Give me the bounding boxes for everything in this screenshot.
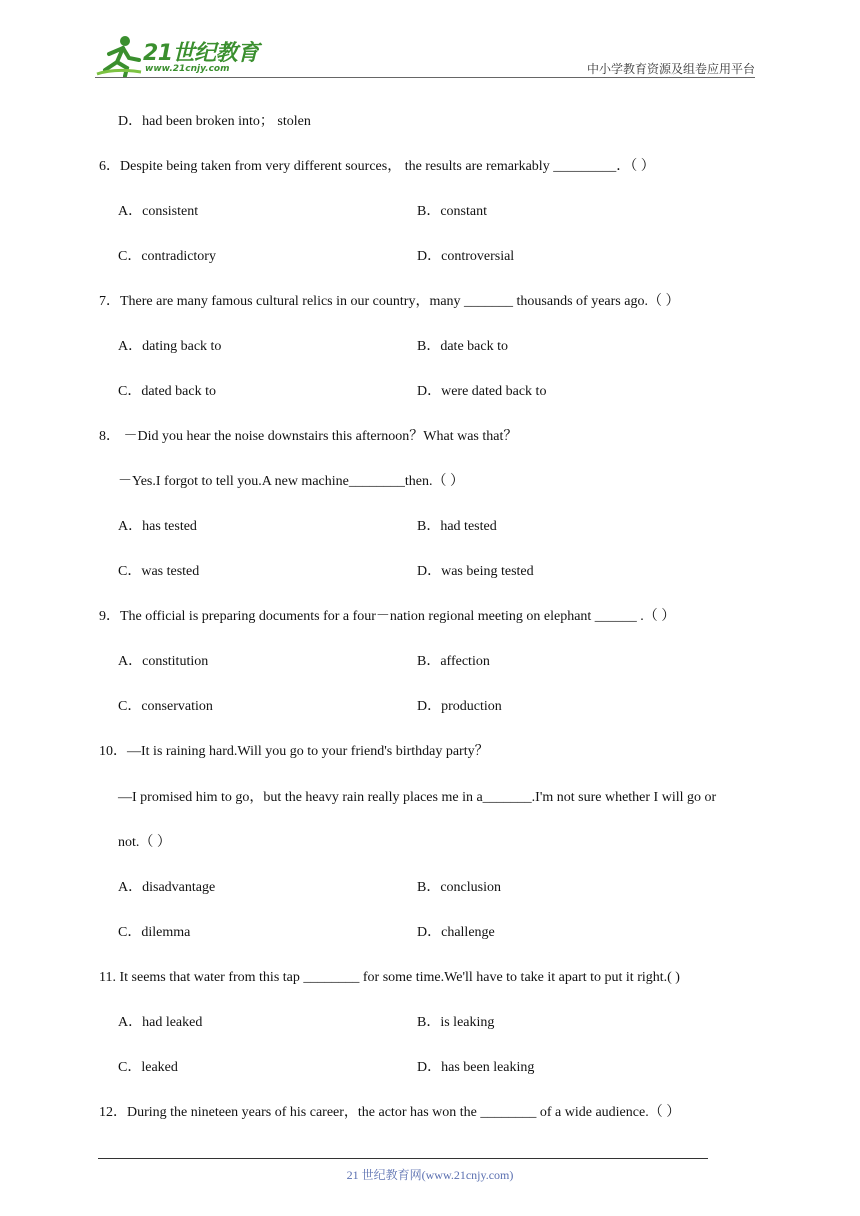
question-stem: 6．Despite being taken from very different sources， the results are remarkably _________．（ ） xyxy=(99,159,655,174)
answer-line: A．had leaked xyxy=(118,1015,203,1030)
answer-line: C．was tested xyxy=(118,564,200,579)
answer-line: D．was being tested xyxy=(417,564,534,579)
answer-line: D．were dated back to xyxy=(417,384,547,399)
answer-line: B．conclusion xyxy=(417,880,501,895)
header-divider xyxy=(95,77,755,78)
answer-line: C．contradictory xyxy=(118,249,216,264)
answer-line: C．dated back to xyxy=(118,384,216,399)
answer-line: not.（ ） xyxy=(118,835,171,850)
answer-line: A．disadvantage xyxy=(118,880,216,895)
answer-line: —I promised him to go，but the heavy rain really places me in a_______.I'm not sure whether I will go or xyxy=(118,790,717,805)
question-stem: 12．During the nineteen years of his career，the actor has won the ________ of a wide audience.（ ） xyxy=(99,1105,681,1120)
question-stem: 8． －Did you hear the noise downstairs this afternoon？What was that？ xyxy=(99,429,518,444)
answer-line: D．challenge xyxy=(417,925,495,940)
answer-line: B．affection xyxy=(417,654,490,669)
answer-line: C．conservation xyxy=(118,699,213,714)
footer-text: 21 世纪教育网(www.21cnjy.com) xyxy=(346,1168,514,1182)
question-stem: 7．There are many famous cultural relics in our country，many _______ thousands of years ago.（ ） xyxy=(99,294,680,309)
site-logo xyxy=(95,34,265,78)
answer-line: A．constitution xyxy=(118,654,209,669)
answer-line: B．constant xyxy=(417,204,487,219)
answer-line: C．leaked xyxy=(118,1060,178,1075)
answer-line: A．has tested xyxy=(118,519,197,534)
platform-title: 中小学教育资源及组卷应用平台 xyxy=(586,62,755,76)
footer-divider xyxy=(98,1158,708,1159)
answer-line: D．production xyxy=(417,699,502,714)
answer-line: D．has been leaking xyxy=(417,1060,535,1075)
answer-line: D．controversial xyxy=(417,249,515,264)
question-stem: 9．The official is preparing documents for a four－nation regional meeting on elephant ______ .（ ） xyxy=(99,609,676,624)
logo-url: www.21cnjy.com xyxy=(145,64,230,74)
answer-line: D．had been broken into； stolen xyxy=(118,114,311,129)
answer-line: －Yes.I forgot to tell you.A new machine________then.（ ） xyxy=(118,474,464,489)
logo-text: 21世纪教育 xyxy=(143,41,259,66)
page-header xyxy=(95,30,755,80)
answer-line: A．dating back to xyxy=(118,339,222,354)
answer-line: C．dilemma xyxy=(118,925,191,940)
runner-logo-icon xyxy=(95,34,143,78)
answer-line: B．date back to xyxy=(417,339,508,354)
answer-line: A．consistent xyxy=(118,204,199,219)
answer-line: B．had tested xyxy=(417,519,497,534)
question-stem: 10．—It is raining hard.Will you go to your friend's birthday party？ xyxy=(99,744,489,759)
answer-line: B．is leaking xyxy=(417,1015,495,1030)
question-stem: 11. It seems that water from this tap ________ for some time.We'll have to take it apart to put it right.( ) xyxy=(99,970,680,985)
